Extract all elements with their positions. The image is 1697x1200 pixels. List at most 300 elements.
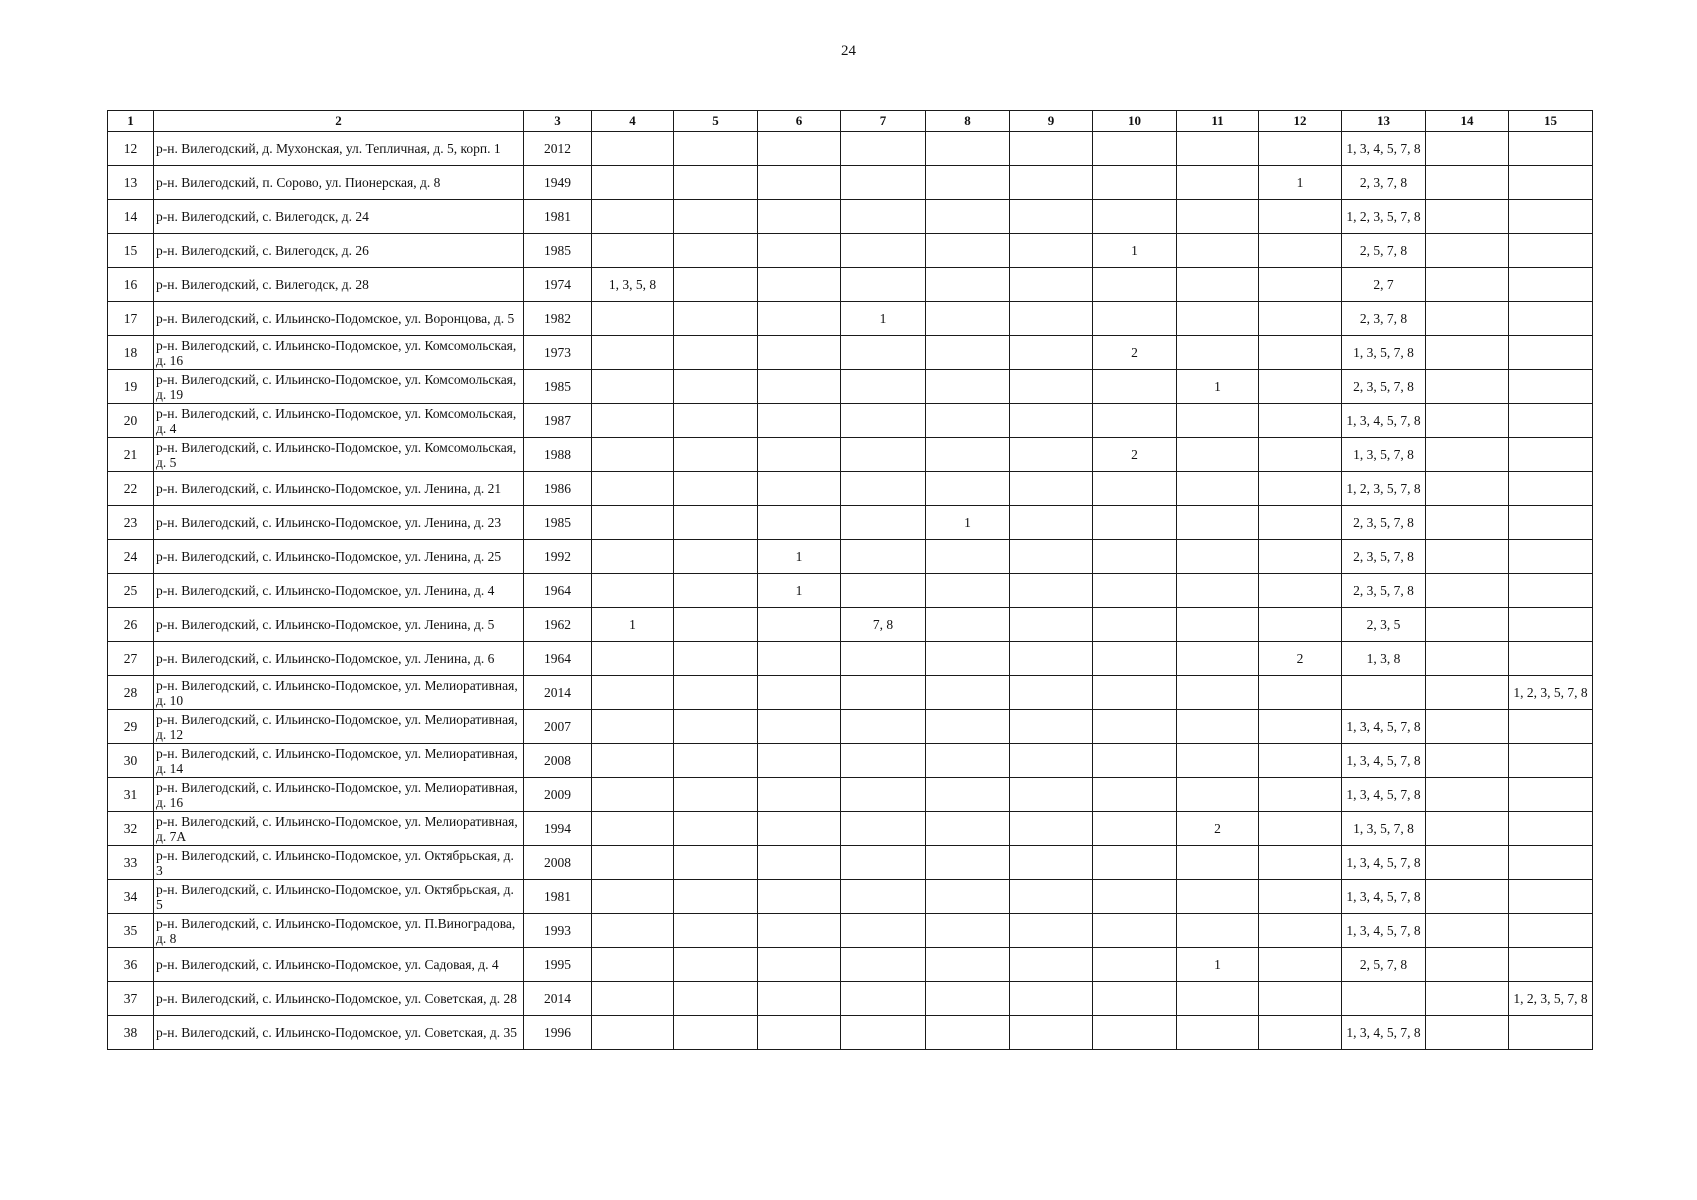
table-cell bbox=[926, 846, 1010, 880]
table-cell bbox=[1426, 540, 1509, 574]
table-cell bbox=[1177, 846, 1259, 880]
table-row bbox=[108, 1016, 1593, 1050]
table-cell bbox=[592, 166, 674, 200]
table-cell bbox=[592, 506, 674, 540]
table-cell bbox=[1010, 540, 1093, 574]
table-cell bbox=[592, 302, 674, 336]
year-cell: 1974 bbox=[524, 268, 592, 302]
table-cell bbox=[1509, 166, 1593, 200]
table-cell: 2, 3, 5, 7, 8 bbox=[1342, 574, 1426, 608]
table-row bbox=[108, 506, 1593, 540]
table-cell bbox=[1426, 506, 1509, 540]
table-cell bbox=[1426, 438, 1509, 472]
year-cell: 2014 bbox=[524, 676, 592, 710]
table-cell bbox=[1177, 744, 1259, 778]
table-cell bbox=[1509, 200, 1593, 234]
table-cell bbox=[1093, 710, 1177, 744]
table-cell bbox=[1259, 880, 1342, 914]
table-cell bbox=[841, 234, 926, 268]
address-cell: р-н. Вилегодский, с. Ильинско-Подомское, ул. Мелиоративная, д. 10 bbox=[154, 676, 524, 710]
table-cell bbox=[926, 676, 1010, 710]
table-cell bbox=[1093, 506, 1177, 540]
table-cell bbox=[758, 948, 841, 982]
table-cell bbox=[592, 846, 674, 880]
address-cell: р-н. Вилегодский, с. Ильинско-Подомское, ул. Ленина, д. 25 bbox=[154, 540, 524, 574]
address-cell: р-н. Вилегодский, с. Ильинско-Подомское, ул. Ленина, д. 5 bbox=[154, 608, 524, 642]
column-header-8: 8 bbox=[926, 111, 1010, 132]
table-row bbox=[108, 778, 1593, 812]
year-cell: 1964 bbox=[524, 574, 592, 608]
table-cell: 1, 2, 3, 5, 7, 8 bbox=[1509, 982, 1593, 1016]
column-header-5: 5 bbox=[674, 111, 758, 132]
table-cell bbox=[1426, 846, 1509, 880]
address-cell: р-н. Вилегодский, с. Ильинско-Подомское, ул. Комсомольская, д. 5 bbox=[154, 438, 524, 472]
table-cell bbox=[1177, 880, 1259, 914]
table-cell bbox=[841, 438, 926, 472]
table-row bbox=[108, 608, 1593, 642]
table-cell bbox=[1177, 268, 1259, 302]
table-cell bbox=[1177, 642, 1259, 676]
address-cell: р-н. Вилегодский, с. Ильинско-Подомское, ул. Ленина, д. 6 bbox=[154, 642, 524, 676]
row-number-cell: 31 bbox=[108, 778, 154, 812]
table-cell bbox=[592, 914, 674, 948]
table-cell bbox=[841, 166, 926, 200]
table-cell bbox=[674, 574, 758, 608]
table-cell bbox=[1177, 540, 1259, 574]
table-cell bbox=[926, 1016, 1010, 1050]
column-header-10: 10 bbox=[1093, 111, 1177, 132]
table-cell bbox=[1426, 268, 1509, 302]
year-cell: 1988 bbox=[524, 438, 592, 472]
table-cell bbox=[1509, 370, 1593, 404]
address-cell: р-н. Вилегодский, с. Ильинско-Подомское, ул. Ленина, д. 21 bbox=[154, 472, 524, 506]
table-cell bbox=[1010, 472, 1093, 506]
table-cell bbox=[926, 812, 1010, 846]
table-cell bbox=[1093, 812, 1177, 846]
table-cell bbox=[592, 438, 674, 472]
table-cell bbox=[758, 608, 841, 642]
row-number-cell: 17 bbox=[108, 302, 154, 336]
table-cell: 1 bbox=[1259, 166, 1342, 200]
table-cell bbox=[1259, 200, 1342, 234]
table-cell bbox=[674, 472, 758, 506]
column-header-2: 2 bbox=[154, 111, 524, 132]
table-cell bbox=[674, 404, 758, 438]
row-number-cell: 26 bbox=[108, 608, 154, 642]
table-row bbox=[108, 472, 1593, 506]
table-cell bbox=[1509, 1016, 1593, 1050]
table-row bbox=[108, 846, 1593, 880]
table-cell bbox=[841, 574, 926, 608]
table-cell bbox=[841, 132, 926, 166]
table-cell bbox=[1010, 268, 1093, 302]
table-cell bbox=[1259, 744, 1342, 778]
table-row bbox=[108, 982, 1593, 1016]
table-cell: 1 bbox=[1177, 370, 1259, 404]
page-number: 24 bbox=[841, 43, 856, 59]
table-cell bbox=[674, 642, 758, 676]
table-cell: 2 bbox=[1259, 642, 1342, 676]
table-cell bbox=[1342, 982, 1426, 1016]
table-cell bbox=[674, 540, 758, 574]
table-cell bbox=[674, 778, 758, 812]
table-cell bbox=[926, 710, 1010, 744]
table-cell bbox=[758, 132, 841, 166]
row-number-cell: 21 bbox=[108, 438, 154, 472]
table-row bbox=[108, 200, 1593, 234]
table-cell bbox=[758, 302, 841, 336]
table-cell: 1, 3, 5, 7, 8 bbox=[1342, 336, 1426, 370]
table-cell bbox=[1426, 336, 1509, 370]
table-cell bbox=[1010, 404, 1093, 438]
table-cell bbox=[1177, 302, 1259, 336]
table-cell: 2, 5, 7, 8 bbox=[1342, 948, 1426, 982]
table-cell bbox=[1259, 540, 1342, 574]
table-cell bbox=[674, 744, 758, 778]
year-cell: 1996 bbox=[524, 1016, 592, 1050]
table-cell bbox=[1093, 268, 1177, 302]
column-header-1: 1 bbox=[108, 111, 154, 132]
table-cell: 1 bbox=[758, 540, 841, 574]
table-cell bbox=[1259, 778, 1342, 812]
table-cell bbox=[841, 642, 926, 676]
table-cell bbox=[758, 846, 841, 880]
year-cell: 1973 bbox=[524, 336, 592, 370]
table-cell bbox=[758, 710, 841, 744]
address-cell: р-н. Вилегодский, с. Ильинско-Подомское, ул. Воронцова, д. 5 bbox=[154, 302, 524, 336]
column-header-6: 6 bbox=[758, 111, 841, 132]
address-cell: р-н. Вилегодский, д. Мухонская, ул. Тепличная, д. 5, корп. 1 bbox=[154, 132, 524, 166]
table-cell bbox=[1010, 200, 1093, 234]
table-cell bbox=[1010, 574, 1093, 608]
table-cell bbox=[841, 200, 926, 234]
table-cell bbox=[841, 472, 926, 506]
table-cell bbox=[1093, 574, 1177, 608]
table-cell bbox=[841, 880, 926, 914]
table-cell: 1, 3, 4, 5, 7, 8 bbox=[1342, 1016, 1426, 1050]
year-cell: 2008 bbox=[524, 846, 592, 880]
address-cell: р-н. Вилегодский, с. Ильинско-Подомское, ул. Комсомольская, д. 19 bbox=[154, 370, 524, 404]
table-cell bbox=[1177, 234, 1259, 268]
table-cell bbox=[1426, 132, 1509, 166]
table-cell bbox=[758, 404, 841, 438]
table-cell bbox=[1259, 710, 1342, 744]
table-cell bbox=[841, 404, 926, 438]
table-row bbox=[108, 336, 1593, 370]
table-cell bbox=[1177, 1016, 1259, 1050]
table-cell bbox=[841, 982, 926, 1016]
table-cell bbox=[1093, 404, 1177, 438]
table-cell bbox=[674, 234, 758, 268]
address-cell: р-н. Вилегодский, с. Ильинско-Подомское, ул. Комсомольская, д. 4 bbox=[154, 404, 524, 438]
table-row bbox=[108, 744, 1593, 778]
table-cell bbox=[1177, 982, 1259, 1016]
table-cell: 1, 3, 4, 5, 7, 8 bbox=[1342, 132, 1426, 166]
column-header-14: 14 bbox=[1426, 111, 1509, 132]
table-cell bbox=[758, 370, 841, 404]
table-cell bbox=[1177, 710, 1259, 744]
table-cell bbox=[926, 778, 1010, 812]
address-cell: р-н. Вилегодский, с. Ильинско-Подомское, ул. Октябрьская, д. 5 bbox=[154, 880, 524, 914]
table-cell bbox=[1177, 438, 1259, 472]
table-row bbox=[108, 302, 1593, 336]
table-cell bbox=[592, 642, 674, 676]
table-row bbox=[108, 268, 1593, 302]
table-cell bbox=[1093, 472, 1177, 506]
table-cell bbox=[592, 744, 674, 778]
table-cell bbox=[1093, 846, 1177, 880]
year-cell: 1982 bbox=[524, 302, 592, 336]
table-cell bbox=[1093, 880, 1177, 914]
table-cell bbox=[674, 506, 758, 540]
table-cell bbox=[841, 778, 926, 812]
table-cell bbox=[758, 336, 841, 370]
table-cell: 1, 3, 4, 5, 7, 8 bbox=[1342, 914, 1426, 948]
table-cell bbox=[674, 880, 758, 914]
year-cell: 1985 bbox=[524, 370, 592, 404]
table-cell bbox=[1426, 234, 1509, 268]
table-row bbox=[108, 914, 1593, 948]
table-cell bbox=[1426, 710, 1509, 744]
table-cell bbox=[674, 336, 758, 370]
table-cell bbox=[674, 132, 758, 166]
table-cell: 1 bbox=[758, 574, 841, 608]
table-row bbox=[108, 948, 1593, 982]
table-cell bbox=[1010, 438, 1093, 472]
housing-register-table bbox=[107, 110, 1593, 1050]
year-cell: 1962 bbox=[524, 608, 592, 642]
table-cell bbox=[841, 336, 926, 370]
table-cell: 2, 3, 5, 7, 8 bbox=[1342, 506, 1426, 540]
table-cell bbox=[758, 166, 841, 200]
table-cell bbox=[1010, 166, 1093, 200]
table-cell bbox=[1177, 506, 1259, 540]
table-cell bbox=[841, 676, 926, 710]
row-number-cell: 25 bbox=[108, 574, 154, 608]
row-number-cell: 34 bbox=[108, 880, 154, 914]
table-cell bbox=[1010, 744, 1093, 778]
table-cell bbox=[1342, 676, 1426, 710]
table-cell bbox=[592, 1016, 674, 1050]
table-cell bbox=[1010, 948, 1093, 982]
table-cell bbox=[1509, 846, 1593, 880]
table-cell bbox=[592, 574, 674, 608]
table-cell bbox=[592, 778, 674, 812]
table-cell bbox=[592, 472, 674, 506]
table-row bbox=[108, 132, 1593, 166]
address-cell: р-н. Вилегодский, с. Ильинско-Подомское, ул. Октябрьская, д. 3 bbox=[154, 846, 524, 880]
column-header-15: 15 bbox=[1509, 111, 1593, 132]
year-cell: 2012 bbox=[524, 132, 592, 166]
table-cell bbox=[1426, 744, 1509, 778]
table-cell: 1 bbox=[1093, 234, 1177, 268]
table-cell bbox=[1426, 812, 1509, 846]
row-number-cell: 20 bbox=[108, 404, 154, 438]
table-cell bbox=[1426, 948, 1509, 982]
row-number-cell: 27 bbox=[108, 642, 154, 676]
table-cell bbox=[1259, 1016, 1342, 1050]
table-cell bbox=[926, 608, 1010, 642]
table-cell bbox=[1010, 336, 1093, 370]
table-cell bbox=[926, 744, 1010, 778]
table-cell: 1 bbox=[841, 302, 926, 336]
row-number-cell: 33 bbox=[108, 846, 154, 880]
address-cell: р-н. Вилегодский, с. Ильинско-Подомское, ул. Садовая, д. 4 bbox=[154, 948, 524, 982]
table-cell bbox=[1093, 166, 1177, 200]
table-row bbox=[108, 370, 1593, 404]
table-cell: 2, 3, 7, 8 bbox=[1342, 302, 1426, 336]
year-cell: 1981 bbox=[524, 880, 592, 914]
table-cell bbox=[674, 608, 758, 642]
year-cell: 1986 bbox=[524, 472, 592, 506]
table-cell: 1, 3, 4, 5, 7, 8 bbox=[1342, 404, 1426, 438]
table-cell bbox=[1509, 608, 1593, 642]
table-cell bbox=[674, 200, 758, 234]
table-cell bbox=[1177, 132, 1259, 166]
row-number-cell: 36 bbox=[108, 948, 154, 982]
table-cell bbox=[1426, 574, 1509, 608]
table-cell: 1, 2, 3, 5, 7, 8 bbox=[1342, 200, 1426, 234]
table-cell bbox=[1259, 132, 1342, 166]
address-cell: р-н. Вилегодский, с. Ильинско-Подомское, ул. Ленина, д. 23 bbox=[154, 506, 524, 540]
table-cell: 1 bbox=[926, 506, 1010, 540]
address-cell: р-н. Вилегодский, с. Вилегодск, д. 24 bbox=[154, 200, 524, 234]
table-cell bbox=[1093, 200, 1177, 234]
table-cell bbox=[1509, 914, 1593, 948]
table-cell bbox=[592, 982, 674, 1016]
address-cell: р-н. Вилегодский, с. Ильинско-Подомское, ул. Комсомольская, д. 16 bbox=[154, 336, 524, 370]
table-cell bbox=[841, 744, 926, 778]
address-cell: р-н. Вилегодский, с. Ильинско-Подомское, ул. Мелиоративная, д. 16 bbox=[154, 778, 524, 812]
table-cell bbox=[1426, 982, 1509, 1016]
address-cell: р-н. Вилегодский, с. Ильинско-Подомское, ул. Советская, д. 28 bbox=[154, 982, 524, 1016]
table-cell bbox=[926, 574, 1010, 608]
table-cell bbox=[1093, 778, 1177, 812]
table-cell bbox=[1010, 880, 1093, 914]
table-cell bbox=[1509, 744, 1593, 778]
table-cell: 2, 3, 5 bbox=[1342, 608, 1426, 642]
row-number-cell: 12 bbox=[108, 132, 154, 166]
address-cell: р-н. Вилегодский, с. Ильинско-Подомское, ул. Мелиоративная, д. 14 bbox=[154, 744, 524, 778]
table-cell bbox=[758, 744, 841, 778]
table-cell bbox=[1093, 540, 1177, 574]
table-cell: 1, 3, 4, 5, 7, 8 bbox=[1342, 778, 1426, 812]
table-cell bbox=[1509, 506, 1593, 540]
table-cell bbox=[1010, 608, 1093, 642]
table-cell bbox=[1509, 710, 1593, 744]
table-cell bbox=[1509, 948, 1593, 982]
table-cell bbox=[1093, 132, 1177, 166]
table-cell bbox=[841, 812, 926, 846]
table-cell bbox=[926, 880, 1010, 914]
table-cell bbox=[1259, 370, 1342, 404]
column-header-4: 4 bbox=[592, 111, 674, 132]
table-row bbox=[108, 404, 1593, 438]
table-cell bbox=[926, 982, 1010, 1016]
address-cell: р-н. Вилегодский, с. Вилегодск, д. 28 bbox=[154, 268, 524, 302]
table-cell bbox=[1426, 200, 1509, 234]
row-number-cell: 16 bbox=[108, 268, 154, 302]
table-cell bbox=[1259, 404, 1342, 438]
table-cell bbox=[1259, 506, 1342, 540]
table-cell bbox=[1426, 1016, 1509, 1050]
row-number-cell: 28 bbox=[108, 676, 154, 710]
table-cell bbox=[674, 166, 758, 200]
table-cell bbox=[758, 914, 841, 948]
table-cell bbox=[1010, 370, 1093, 404]
table-cell bbox=[592, 812, 674, 846]
table-cell bbox=[1509, 438, 1593, 472]
table-cell bbox=[1093, 608, 1177, 642]
table-cell bbox=[592, 710, 674, 744]
year-cell: 1987 bbox=[524, 404, 592, 438]
table-cell: 7, 8 bbox=[841, 608, 926, 642]
table-cell bbox=[758, 506, 841, 540]
table-cell bbox=[674, 812, 758, 846]
table-cell bbox=[592, 880, 674, 914]
table-row bbox=[108, 676, 1593, 710]
column-header-7: 7 bbox=[841, 111, 926, 132]
table-cell bbox=[674, 982, 758, 1016]
table-cell bbox=[1259, 234, 1342, 268]
table-cell bbox=[674, 846, 758, 880]
table-cell bbox=[1177, 778, 1259, 812]
table-cell bbox=[926, 234, 1010, 268]
table-cell bbox=[592, 948, 674, 982]
table-cell bbox=[1426, 608, 1509, 642]
row-number-cell: 30 bbox=[108, 744, 154, 778]
table-cell: 2, 3, 7, 8 bbox=[1342, 166, 1426, 200]
year-cell: 1985 bbox=[524, 234, 592, 268]
table-cell bbox=[1010, 710, 1093, 744]
table-cell bbox=[1259, 608, 1342, 642]
table-cell bbox=[592, 234, 674, 268]
row-number-cell: 18 bbox=[108, 336, 154, 370]
table-cell bbox=[1509, 132, 1593, 166]
year-cell: 1981 bbox=[524, 200, 592, 234]
table-cell bbox=[674, 302, 758, 336]
table-cell bbox=[592, 404, 674, 438]
table-cell bbox=[926, 200, 1010, 234]
table-cell bbox=[1010, 506, 1093, 540]
table-cell bbox=[1093, 642, 1177, 676]
table-cell bbox=[674, 676, 758, 710]
table-cell bbox=[1177, 914, 1259, 948]
year-cell: 2007 bbox=[524, 710, 592, 744]
table-row bbox=[108, 812, 1593, 846]
table-cell bbox=[1509, 812, 1593, 846]
table-cell bbox=[1509, 234, 1593, 268]
table-cell: 1, 3, 8 bbox=[1342, 642, 1426, 676]
table-cell bbox=[1509, 880, 1593, 914]
table-cell bbox=[926, 302, 1010, 336]
table-cell bbox=[1010, 234, 1093, 268]
row-number-cell: 13 bbox=[108, 166, 154, 200]
table-cell bbox=[674, 370, 758, 404]
table-cell bbox=[1093, 302, 1177, 336]
table-cell bbox=[1509, 302, 1593, 336]
table-cell: 2, 7 bbox=[1342, 268, 1426, 302]
column-header-11: 11 bbox=[1177, 111, 1259, 132]
row-number-cell: 35 bbox=[108, 914, 154, 948]
table-cell bbox=[674, 438, 758, 472]
table-cell bbox=[1177, 336, 1259, 370]
table-cell bbox=[926, 268, 1010, 302]
table-cell bbox=[1426, 166, 1509, 200]
table-cell bbox=[758, 778, 841, 812]
table-cell bbox=[1259, 948, 1342, 982]
table-cell bbox=[841, 1016, 926, 1050]
